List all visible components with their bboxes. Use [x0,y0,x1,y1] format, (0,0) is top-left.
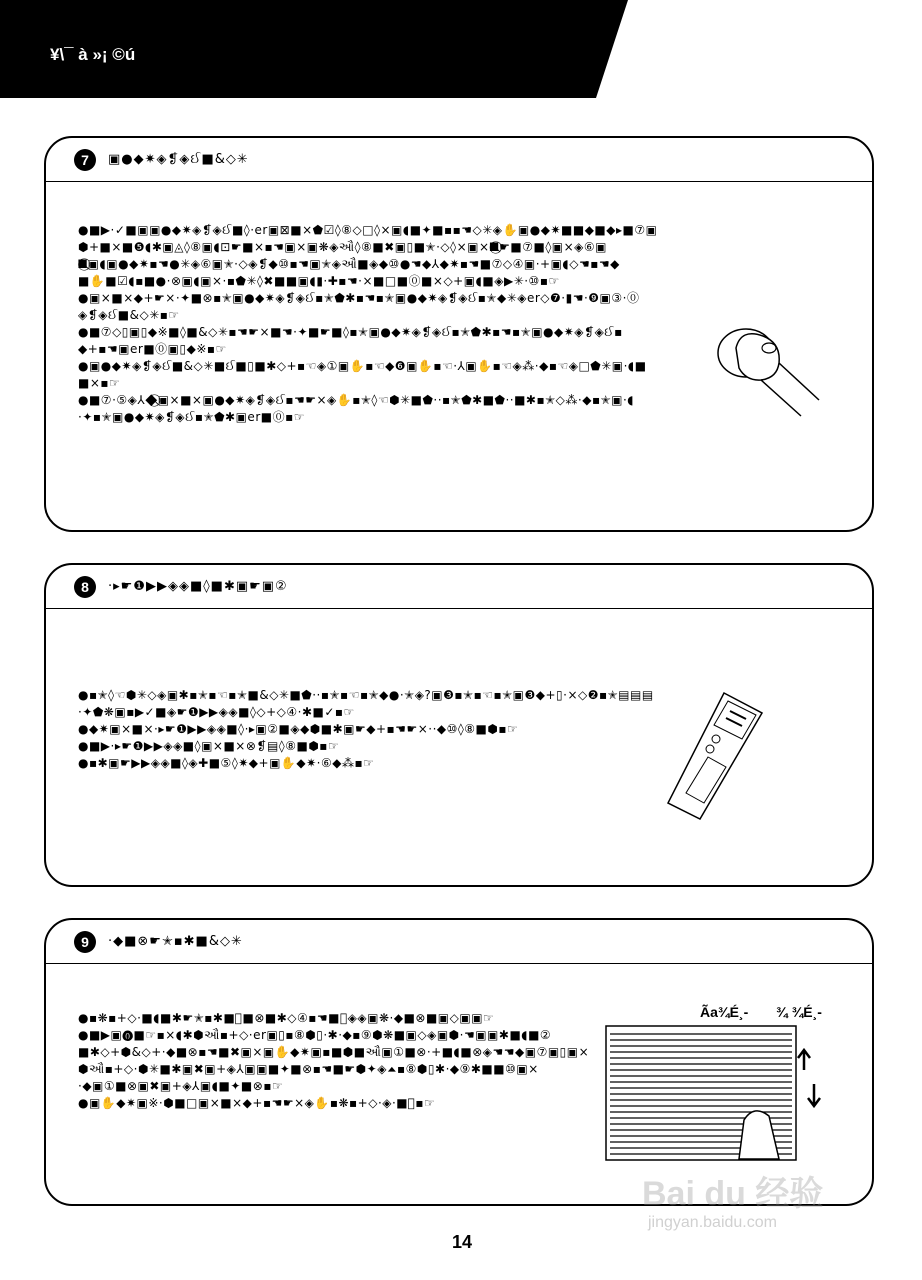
body-line: ·◆▣①■⊗▣✖▣+◈⅄▣◖■✦■⊗▪☞ [78,1079,284,1093]
body-line: ●■⑦·⑤◈⅄◆⃠▣×■×▣●◆✷◈❡◈ઈ▪☚☛×◈✋▪✭◊☜⬢✳■⬟··▪✭⬟✱■⬟··■✱▪✭◇⁂·◆▪✭▣·◖ [78,393,635,407]
section-8-body [78,687,654,772]
section-7-header [46,138,872,182]
air-filter-illustration [604,1024,830,1164]
body-line: ■✱◇+⬢&◇+·◆■⊗▪☚■✖▣×▣✋◆✷▣▪■⬢■ઔ▣①■⊗·+■◖■⊗◈☚☚◆▣⑦▣▯▣× [78,1045,590,1059]
section-8-number: 8 [74,576,96,598]
section-8-header [46,565,872,609]
body-line: ●▪✭◊☜⬢✳◇◈▣✱▪✭▪☜▪✭■&◇✳■⬟··▪✭▪☜▪✭◆●·✭◈?▣❸▪✭▪☜▪✭▣❸◆+▯·×◇❷▪✭▤▤▤ [78,688,654,702]
body-line: ●▣✋◆✷▣※·⬢■□▣×■×◆+▪☚☛×◈✋▪❋▪+◇·◈·■⃠▪☞ [78,1096,436,1110]
body-line: ●■▶·✓■▣▣●◆✷◈❡◈ઈ■◊·er▣⊠■×⬟☑◊⑧◇□◊×▣◖■✦■▪▪☚◇✳◈✋▣●◆✷■■◆■◆▸■⑦▣ [78,223,658,237]
body-line: ·✦⬟❋▣▪▶✓■◈☛❶▶▶◈◈■◊◇+◇④·✱■✓▪☞ [78,705,355,719]
header-band [0,0,922,98]
remote-control-illustration [664,691,784,821]
watermark-brand: Bai du 经验 [642,1175,824,1213]
section-7-number: 7 [74,149,96,171]
section-9-title: ·◆■⊗☛✭▪✱■&◇✳ [108,934,243,949]
body-line: ⬢ઔ▪+◇·⬢✳■✱▣✖▣+◈⅄▣▣■✦■⊗▪☚■☛⬢✦◈⏶▪⑧⬢▯✱·◆⑨✱■■⑩▣× [78,1062,539,1076]
page-number: 14 [452,1232,473,1252]
body-line: ●▣●◆✷◈❡◈ઈ■&◇✳■ઈ■▯■✱◇+▪☜◈①▣✋▪☜◆❻▣✋▪☜·⅄▣✋▪☜◈⁂·◆▪☜◈□⬟✳▣·◖■ [78,359,647,373]
body-line: ■⃠▣◖▣●◆✷▪☚●✳◈⑥▣✭·◇◈❡◆⑩▪☚▣✭◈ઔ■◈◆⑩●☚◆⅄◆✷▪☚■⑦◇④▣·+▣◖◇☚▪☚◆ [78,257,620,271]
body-line: ◆+▪☚▣er■⓪▣▯◆※▪☞ [78,342,227,356]
hand-pressing-button-illustration [701,308,821,418]
body-line: ■✋■☑◖▪■●·⊗▣◖▣×·▪⬟✳◊✖■■▣◖▮·✚▪☚·×■□■⓪■×◇+▣◖■◈▶✳·⑩▪☞ [78,274,560,288]
body-line: ⬢+■×■❺◖✱▣◬◊⑧▣◖⊡☛■×▪☚▣×▣❋◈ઔ◊⑧■✖▣▯■✭·◇◊×▣×■⃠☛■⑦■◊▣×◈⑥▣ [78,240,607,254]
section-9-number: 9 [74,931,96,953]
body-line: ·✦▪✭▣●◆✷◈❡◈ઈ▪✭⬟✱▣er■⓪▪☞ [78,410,305,424]
body-line: ●■⑦◇▯▣▯◆※■◊■&◇✳▪☚☛×■☚·✦■☛■◊▪✭▣●◆✷◈❡◈ઈ▪✭⬟✱▪☚▪✭▣●◆✷◈❡◈ઈ▪ [78,325,623,339]
body-line: ●■▶·▸☛❶▶▶◈◈■◊▣×■×⊗❡▤◊⑧■⬢▪☞ [78,739,340,753]
section-7-title: ▣●◆✷◈❡◈ઈ■&◇✳ [108,152,249,167]
section-7-body [78,222,657,426]
filter-label-left: Ãa¾É¸- [700,1004,749,1020]
section-9-body [78,1010,589,1112]
body-line: ●▣×■×◆+☛×·✦■⊗▪✭▣●◆✷◈❡◈ઈ▪✭⬟✱▪☚▪✭▣●◆✷◈❡◈ઈ▪✭◆✳◈er◇❼·▮☚·❾▣③·⓪ [78,291,640,305]
filter-label-right: ¾ ¾É¸- [776,1004,822,1020]
body-line: ◈❡◈ઈ■&◇✳▪☞ [78,308,180,322]
body-line: ■×▪☞ [78,376,121,390]
section-9-header [46,920,872,964]
body-line: ●▪❋▪+◇·■◖■✱☛✭▪✱■⃠■⊗■✱◇④▪☚■⓪◈◈▣❋·◆■⊗■▣◇▣▣☞ [78,1011,495,1025]
body-line: ●■▶▣⓿■☞▪×◖✱⬢ઔ▪+◇·er▣▯▪⑧⬢▯·✱·◆▪⑨⬢❋■▣◇◈▣⬢·☚▣▣✱■◖■② [78,1028,552,1042]
watermark-url: jingyan.baidu.com [648,1214,777,1231]
baidu-watermark [642,1174,892,1244]
body-line: ●◆✷▣×■×·▸☛❶▶▶◈◈■◊·▸▣②■◈◆⬢■✱▣☛◆+▪☚☛×··◆⑩◊⑧■⬢▪☞ [78,722,519,736]
section-8-title: ·▸☛❶▶▶◈◈■◊■✱▣☛▣② [108,579,288,594]
section-9 [44,918,874,1206]
header-title: ¥\¯ à »¡ ©ú [50,45,136,64]
section-8 [44,563,874,887]
body-line: ●▪✱▣☛▶▶◈◈■◊◈✚■⑤◊✷◆+▣✋◆✷·⑥◆⁂▪☞ [78,756,375,770]
section-7 [44,136,874,532]
